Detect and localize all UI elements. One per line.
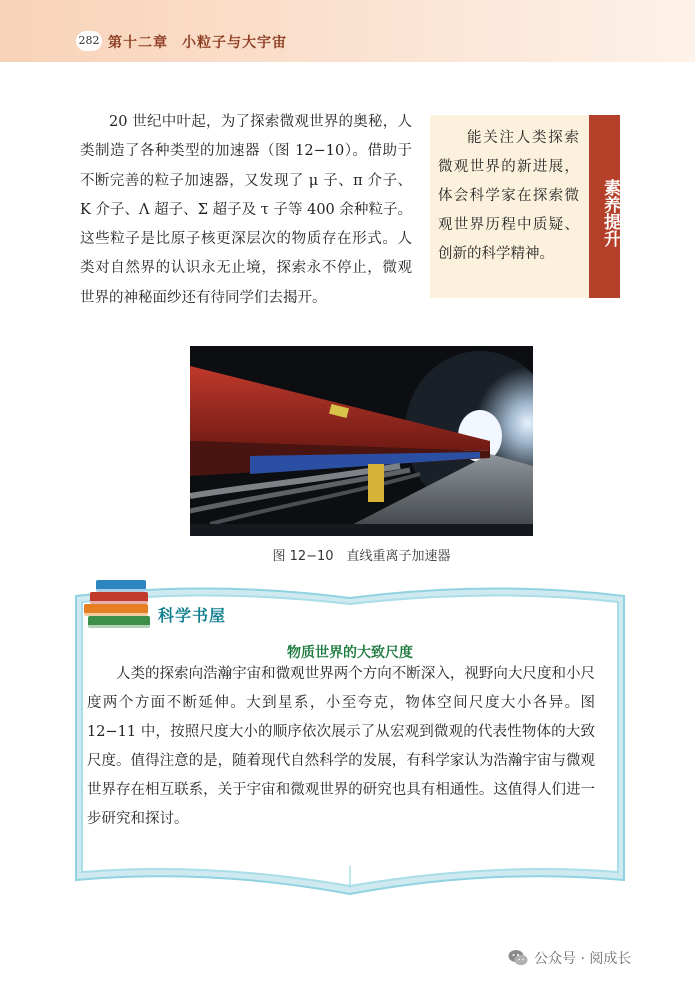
accelerator-photo xyxy=(190,346,533,536)
chapter-number: 第十二章 xyxy=(108,35,168,51)
article-body: 人类的探索向浩瀚宇宙和微观世界两个方向不断深入，视野向大尺度和小尺度两个方面不断延伸。大到星系，小至夸克，物体空间尺度大小各异。图 12−11 中，按照尺度大小的顺序依次展示了从宏观到微观的代表性物体的大致尺度。值得注意的是，随着现代自然科学的发展，有科学家认为浩瀚宇宙与微观世界存在相互联系，关于宇宙和微观世界的研究也具有相通性。这值得人们进一步研究和探讨。 xyxy=(87,666,595,827)
side-note-text: 能关注人类探索微观世界的新进展，体会科学家在探索微观世界历程中质疑、创新的科学精神。 xyxy=(438,130,579,262)
stacked-books-icon xyxy=(82,576,156,632)
chapter-title: 小粒子与大宇宙 xyxy=(182,35,287,51)
side-note xyxy=(430,115,589,298)
article-title: 物质世界的大致尺度 xyxy=(287,645,413,661)
page-number: 282 xyxy=(76,31,102,51)
watermark-text: 公众号 · 阅成长 xyxy=(534,951,632,967)
main-paragraph: 20 世纪中叶起，为了探索微观世界的奥秘，人类制造了各种类型的加速器（图 12−10）。借助于不断完善的粒子加速器，又发现了 μ 子、π 介子、K 介子、Λ 超子、Σ 超子及 τ 子等 400 余种粒子。这些粒子是比原子核更深层次的物质存在形式。人类对自然界的认识永无止境，探索永不停止，微观世界的神秘面纱还有待同学们去揭开。 xyxy=(80,114,412,306)
figure-caption: 图 12−10 直线重离子加速器 xyxy=(272,549,451,564)
wechat-icon xyxy=(508,949,528,967)
chapter-heading xyxy=(108,32,287,52)
watermark xyxy=(508,948,631,968)
reading-corner xyxy=(70,576,630,896)
section-label: 科学书屋 xyxy=(158,606,227,625)
side-note-tab: 素养提升 xyxy=(589,115,620,298)
page-header xyxy=(0,0,695,62)
